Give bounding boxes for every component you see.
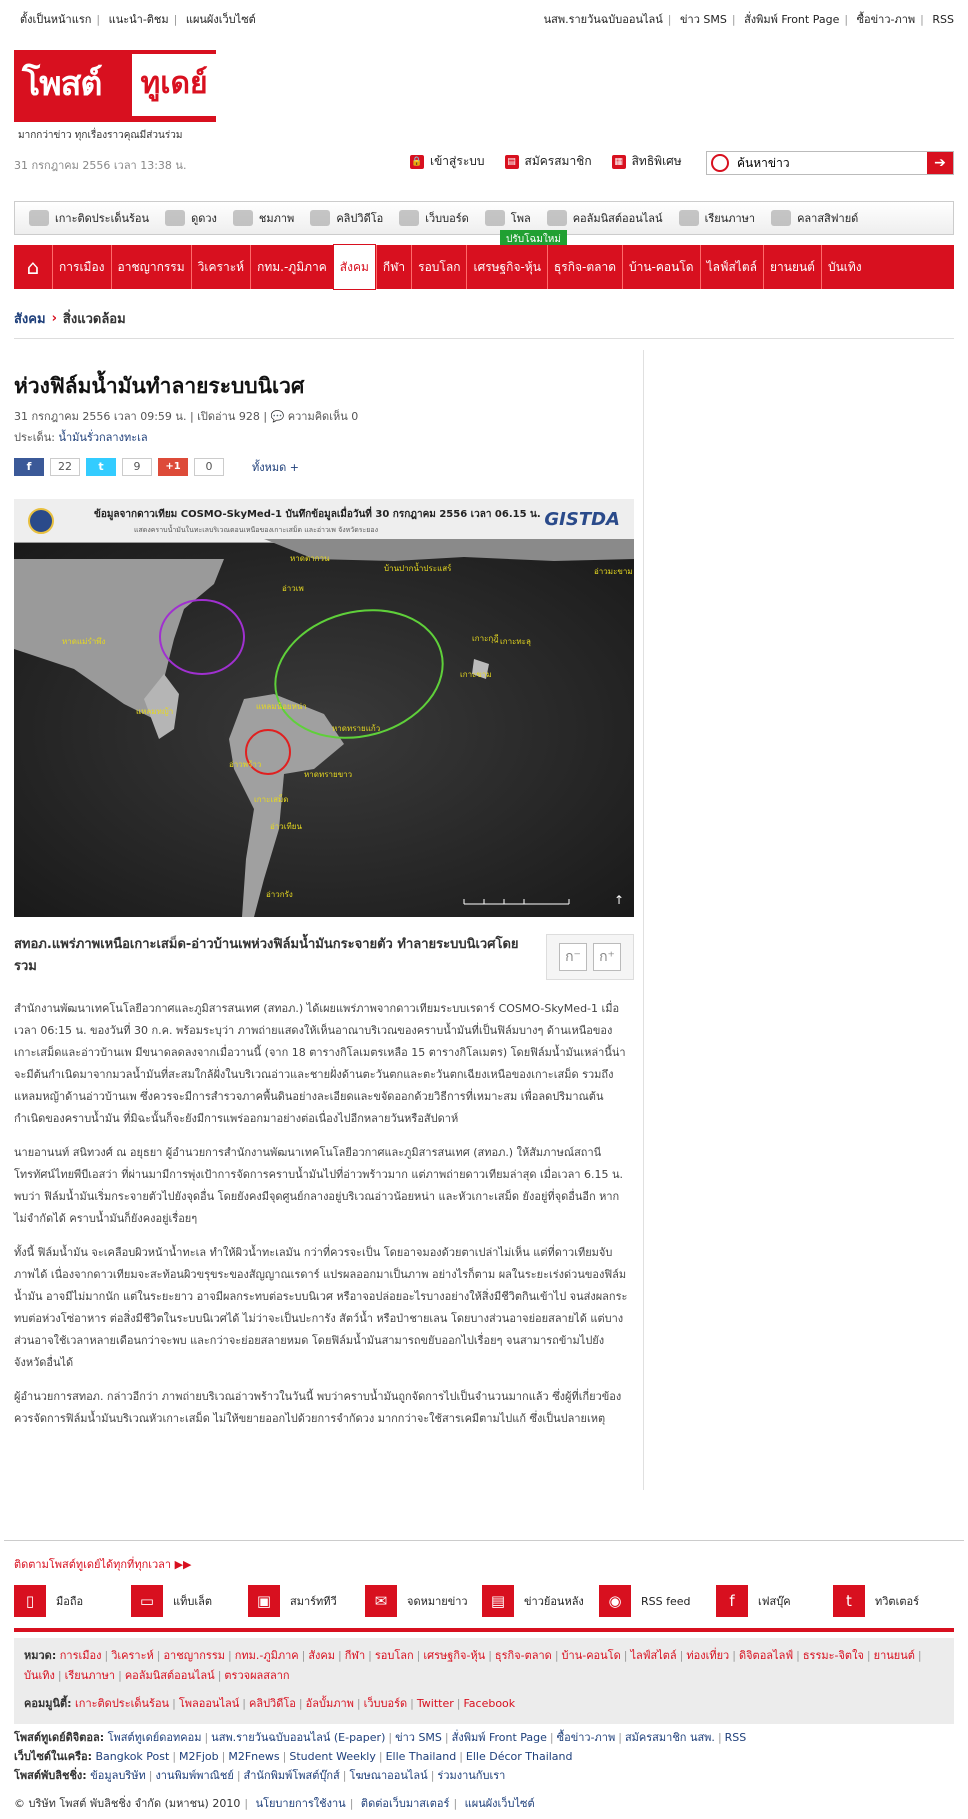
photo-caption: สทอภ.แพร่ภาพเหนือเกาะเสม็ด-อ่าวบ้านเพห่วงฟิล์มน้ำมันกระจายตัว ทำลายระบบนิเวศโดยรวม [14,937,519,974]
privilege-link[interactable] [612,152,682,171]
footer-link[interactable]: โพลออนไลน์ [178,1697,240,1710]
service-label: ดูดวง [191,212,217,225]
footer-link[interactable]: การเมือง [59,1649,102,1662]
photo-header-subtitle: แสดงคราบน้ำมันในทะเลบริเวณตอนเหนือของเกาะเสม็ด และอ่าวเพ จังหวัดระยอง [134,526,378,534]
separator: | [618,1731,622,1744]
category-links [24,1646,944,1686]
footer-link[interactable]: Elle Décor Thailand [465,1750,573,1763]
separator: | [430,1769,435,1782]
footer-link[interactable]: ธรรมะ-จิตใจ [802,1649,864,1662]
service-label: RSS feed [641,1594,691,1608]
epaper-link[interactable]: นสพ.รายวันฉบับออนไลน์ [543,13,663,26]
service-label: คลาสสิฟายด์ [797,212,859,225]
footer-link[interactable]: ดิจิตอลไลฟ์ [738,1649,794,1662]
feedback-link[interactable]: แนะนำ-ติชม [108,13,169,26]
lock-icon: 🔒 [411,156,423,167]
separator: | [623,1649,628,1662]
article-meta [14,407,358,425]
fire-icon [29,210,49,226]
separator: | [717,1731,722,1744]
footer-link[interactable]: RSS [724,1731,747,1744]
nav-auto[interactable]: ยานยนต์ [763,245,821,289]
twitter-icon: t [833,1585,865,1617]
logo-part2: ทูเดย์ [132,54,216,116]
tag-label: ประเด็น: [14,431,55,444]
article-paragraph: ทั้งนี้ ฟิล์มน้ำมัน จะเคลือบผิวหน้าน้ำทะเล ทำให้ผิวน้ำทะเลมัน กว่าที่ควรจะเป็น โดยอาจมองด้วยตาเปล่าไม่เห็น แต่ที่ดาวเทียมจับภาพได้ เนื่องจากดาวเทียมจะสะท้อนผิวขรุขระของสัญญาณเรดาร์ แปรผลออกมาเป็นภาพ อย่างไรก็ตาม ผลในระยะเร่งด่วนของฟิล์มน้ำมัน อาจมีไม่มากนัก แต่ในระยะยาว อาจมีผลกระทบต่อระบบนิเวศ หรือาจอปล่อยอะไรบางอย่างให้สิ่งมีชีวิตกินเข้าไป จนส่งผลกระทบต่อห่วงโซ่อาหาร ต่อสิ่งมีชีวิตในระบบนิเวศได้ ไม่ว่าจะเป็นปะการัง สัตว์น้ำ หรือป่าชายเลน โดยบางส่วนอาจย่อยสลายได้ แต่บางส่วนอาจใช้เวลาหลายเดือนกว่าจะพบ และกว่าจะย่อยสลายหมด โดยฟิล์มน้ำมันสามารถขยับออกไปเรื่อยๆ จนสามารถข้ามไปยังจังหวัดอื่นได้ [14,1246,628,1369]
gift-icon: ▦ [612,155,626,169]
separator: | [410,1697,414,1710]
community-label: คอมมูนิตี้: [24,1697,72,1710]
footer-link[interactable]: ข้อมูลบริษัท [90,1769,146,1782]
separator: | [57,1669,62,1682]
service-label: จดหมายข่าว [407,1595,468,1608]
rss-link[interactable]: RSS [932,13,954,26]
separator: | [227,1649,232,1662]
archive-icon: ▤ [482,1585,514,1617]
service-classified[interactable] [771,209,858,227]
separator: | [732,1649,736,1662]
mobile-service[interactable] [14,1585,124,1617]
separator: | [282,1750,287,1763]
svg-text:อ่าวมะขาม: อ่าวมะขาม [594,567,633,576]
gplus-share[interactable] [158,458,224,476]
svg-text:หาดตากวน: หาดตากวน [290,554,330,563]
separator: | [456,1697,461,1710]
nav-regional[interactable]: กทม.-ภูมิภาค [250,245,333,289]
nav-property[interactable]: บ้าน-คอนโด [622,245,700,289]
divider [4,1540,964,1541]
comments-link[interactable]: ความคิดเห็น 0 [287,410,359,423]
rss-service[interactable] [599,1585,709,1617]
top-links-left: ตั้งเป็นหน้าแรก | แนะนำ-ติชม | แผนผังเว็บไซต์ [20,13,256,26]
category-label: หมวด: [24,1649,57,1662]
service-label: เฟสบุ๊ค [758,1595,791,1608]
footer-link[interactable]: ซื้อข่าว-ภาพ [556,1731,616,1744]
footer-link[interactable]: สำนักพิมพ์โพสต์บุ๊กส์ [243,1769,340,1782]
community-links [24,1694,944,1714]
tv-icon: ▣ [248,1585,280,1617]
eye-icon [165,210,185,226]
footer-link[interactable]: ไลฟ์สไตล์ [630,1649,677,1662]
publishing-label: โพสต์พับลิชชิ่ง: [14,1769,87,1782]
service-video[interactable] [310,209,383,227]
footer-link[interactable]: อาชญากรรม [163,1649,225,1662]
search-box [706,151,954,175]
tag-link[interactable]: น้ำมันรั่วกลางทะเล [58,431,148,444]
digital-label: โพสต์ทูเดย์ดิจิตอล: [14,1731,105,1744]
article-paragraph: ผู้อำนวยการสทอภ. กล่าวอีกว่า ภาพถ่ายบริเวณอ่าวพร้าวในวันนี้ พบว่าคราบน้ำมันถูกจัดการไปเป็นจำนวนมากแล้ว ซึ่งผู้ที่เกี่ยวข้องควรจัดการฟิล์มน้ำมันบริเวณหัวเกาะเสม็ด ไม่ให้ขยายออกไปด้วยการจำกัดวง มากกว่าจะใช้สารเคมีตามไปแก้ ซึ่งเป็นปลายเหตุ [14,1390,622,1425]
font-increase-button[interactable]: ก⁺ [593,943,621,971]
gplus-count: 0 [194,458,224,476]
service-bar [14,201,954,235]
search-go-button[interactable]: ➔ [927,152,953,174]
svg-text:เกาะเสม็ด: เกาะเสม็ด [254,795,289,804]
article-paragraph: นายอานนท์ สนิทวงศ์ ณ อยุธยา ผู้อำนวยการสำนักงานพัฒนาเทคโนโลยีอวกาศและภูมิสารสนเทศ (สทอภ.) ให้สัมภาษณ์สถานีโทรทัศน์ไทยพีบีเอสว่า ที่ผ่านมามีการพุ่งเป้าการจัดการคราบน้ำมันไปที่อ่าวพร้าวมาก แต่ภาพถ่ายดาวเทียมล่าสุด เมื่อเวลา 6.15 น. พบว่า ฟิล์มน้ำมันเริ่มกระจายตัวไปยังจุดอื่น โดยยังคงมีจุดศูนย์กลางอยู่บริเวณอ่าวน้อยหน่า และหัวเกาะเสม็ด ยังอยู่ที่จุดอื่นอีก หากไม่จำกัดได้ คราบน้ำมันก็ยังคงอยู่เรื่อยๆ [14,1146,624,1225]
logo-part1: โพสต์ [22,64,102,104]
svg-text:หาดทรายแก้ว: หาดทรายแก้ว [332,724,381,733]
login-link[interactable] [410,152,485,171]
cart-icon [771,210,791,226]
footer-link[interactable]: M2Fjob [179,1750,219,1763]
sitemap-footer-link[interactable]: แผนผังเว็บไซต์ [464,1797,535,1810]
separator: | [217,1669,222,1682]
nav-world[interactable]: รอบโลก [411,245,466,289]
service-label: แท็บเล็ต [173,1595,212,1608]
svg-text:เกาะทะลุ: เกาะทะลุ [500,637,531,646]
service-webboard[interactable] [399,209,469,227]
service-photos[interactable] [233,209,294,227]
tablet-service[interactable] [131,1585,241,1617]
digital-links [14,1728,954,1747]
mobile-icon: ▯ [14,1585,46,1617]
svg-text:เกาะกุฎี: เกาะกุฎี [472,634,499,643]
webmaster-link[interactable]: ติดต่อเว็บมาสเตอร์ [360,1797,450,1810]
service-label: ทวิตเตอร์ [875,1595,919,1608]
nav-politics[interactable]: การเมือง [52,245,111,289]
facebook-count: 22 [50,458,80,476]
twitter-share[interactable] [86,458,152,476]
article-body [14,998,630,1442]
divider [14,338,954,339]
facebook-service[interactable] [716,1585,826,1617]
service-label: มือถือ [56,1595,84,1608]
twitter-service[interactable] [833,1585,943,1617]
privilege-label: สิทธิพิเศษ [631,154,682,168]
main-nav [14,245,954,289]
separator: | [866,1649,871,1662]
footer-link[interactable]: Student Weekly [289,1750,376,1763]
search-input[interactable]: ค้นหาข่าว [737,155,790,170]
gplus-icon: +1 [158,458,188,476]
separator: | [796,1649,800,1662]
gistda-logo: GISTDA [544,509,620,530]
service-label: เว็บบอร์ด [425,212,469,225]
separator: | [204,1731,209,1744]
register-link[interactable] [505,152,592,171]
breadcrumb-sub[interactable]: สิ่งแวดล้อม [62,312,126,327]
footer-link[interactable]: นสพ.รายวันฉบับออนไลน์ (E-paper) [211,1731,386,1744]
pen-icon [547,210,567,226]
svg-text:แหลมน้อยหน่า: แหลมน้อยหน่า [256,702,307,711]
separator: | [104,1649,109,1662]
account-links [410,152,682,171]
footer-link[interactable]: คอลัมนิสต์ออนไลน์ [124,1669,215,1682]
separator: | [388,1731,393,1744]
buy-news-link[interactable]: ซื้อข่าว-ภาพ [856,13,916,26]
separator: | [488,1649,492,1662]
separator: | [156,1649,161,1662]
service-columnist[interactable] [547,209,663,227]
footer-link[interactable]: สมัครสมาชิก นสพ. [624,1731,715,1744]
separator: | [172,1750,177,1763]
nav-lifestyle[interactable]: ไลฟ์สไตล์ [700,245,763,289]
svg-text:อ่าวเพ: อ่าวเพ [282,584,304,593]
rss-icon: ◉ [599,1585,631,1617]
network-label: เว็บไซต์ในเครือ: [14,1750,92,1763]
frontpage-link[interactable]: สั่งพิมพ์ Front Page [744,13,840,26]
article-tags [14,428,148,446]
facebook-share[interactable] [14,458,80,476]
footer-link[interactable]: สั่งพิมพ์ Front Page [451,1731,547,1744]
svg-text:แหลมหญ้า: แหลมหญ้า [136,707,174,716]
megaphone-icon [399,210,419,226]
separator: | [554,1649,559,1662]
comment-icon: 💬 [270,410,285,423]
separator: | [342,1769,347,1782]
footer-link[interactable]: เกาะติดประเด็นร้อน [75,1697,170,1710]
login-label: เข้าสู่ระบบ [430,154,485,168]
service-label: คอลัมนิสต์ออนไลน์ [572,212,663,225]
service-hot-issue[interactable] [29,209,149,227]
separator: | [298,1697,303,1710]
svg-text:↑: ↑ [614,893,625,907]
footer-link[interactable]: เว็บบอร์ด [363,1697,408,1710]
photo-header-title: ข้อมูลจากดาวเทียม COSMO-SkyMed-1 บันทึกข้อมูลเมื่อวันที่ 30 กรกฎาคม 2556 เวลา 06.15 น. [94,509,541,520]
nav-economy[interactable]: เศรษฐกิจ-หุ้น [466,245,546,289]
separator: | [242,1697,246,1710]
set-homepage-link[interactable]: ตั้งเป็นหน้าแรก [20,13,92,26]
footer-link[interactable]: กีฬา [344,1649,366,1662]
copyright-text: © บริษัท โพสต์ พับลิชชิ่ง จำกัด (มหาชน) 2010 [14,1797,241,1810]
svg-text:หาดทรายขาว: หาดทรายขาว [304,770,353,779]
share-all-link[interactable]: ทั้งหมด + [252,461,299,474]
site-logo[interactable] [14,50,216,122]
footer-link[interactable]: เศรษฐกิจ-หุ้น [423,1649,486,1662]
footer-red-line [14,1628,954,1632]
footer-link[interactable]: Bangkok Post [95,1750,170,1763]
facebook-icon: f [716,1585,748,1617]
footer-link[interactable]: งานพิมพ์พาณิชย์ [155,1769,234,1782]
envelope-icon: ✉ [365,1585,397,1617]
separator: | [679,1649,684,1662]
register-label: สมัครสมาชิก [524,154,592,168]
service-label: ข่าวย้อนหลัง [524,1595,584,1608]
footer-link[interactable]: ท่องเที่ยว [686,1649,730,1662]
sitemap-link[interactable]: แผนผังเว็บไซต์ [185,13,256,26]
separator: | [459,1750,463,1763]
bar-chart-icon [485,210,505,226]
search-icon [711,154,729,172]
svg-text:หาดแม่รำพึง: หาดแม่รำพึง [62,637,106,646]
footer-link[interactable]: ตรวจผลสลาก [224,1669,290,1682]
footer-categories [14,1638,954,1724]
nav-business[interactable]: ธุรกิจ-ตลาด [547,245,622,289]
separator: | [148,1769,153,1782]
copyright-bar: © บริษัท โพสต์ พับลิชชิ่ง จำกัด (มหาชน) 2010 | นโยบายการใช้งาน | ติดต่อเว็บมาสเตอร์ | แผนผังเว็บไซต์ [14,1797,535,1810]
service-language[interactable] [679,209,756,227]
footer-link[interactable]: โพสต์ทูเดย์ดอทคอม [107,1731,202,1744]
separator: | [917,1649,922,1662]
footer-link[interactable]: วิเคราะห์ [111,1649,154,1662]
camera-icon [233,210,253,226]
facebook-icon: f [14,458,44,476]
nav-entertainment[interactable]: บันเทิง [821,245,868,289]
new-look-badge: ปรับโฉมใหม่ [500,230,567,249]
service-label: สมาร์ททีวี [290,1595,337,1608]
current-date: 31 กรกฎาคม 2556 เวลา 13:38 น. [14,159,187,172]
footer-link[interactable]: บันเทิง [24,1669,55,1682]
footer-link[interactable]: เรียนภาษา [64,1669,116,1682]
service-label: โพล [510,212,531,225]
nav-sports[interactable]: กีฬา [376,245,411,289]
nav-social[interactable]: สังคม [333,244,376,290]
separator: | [172,1697,176,1710]
separator: | [549,1731,554,1744]
network-links [14,1747,954,1766]
footer-services [14,1582,954,1620]
footer-link[interactable]: โฆษณาออนไลน์ [349,1769,428,1782]
footer-links [14,1728,954,1785]
policy-link[interactable]: นโยบายการใช้งาน [255,1797,346,1810]
service-label: เกาะติดประเด็นร้อน [55,212,150,225]
svg-text:อ่าวพร้าว: อ่าวพร้าว [229,760,262,769]
svg-text:เกาะขาม: เกาะขาม [460,670,492,679]
svg-text:อ่าวเทียน: อ่าวเทียน [270,822,302,831]
svg-text:อ่าวกรัง: อ่าวกรัง [266,890,293,899]
separator: | [378,1750,383,1763]
share-bar [14,458,299,476]
breadcrumb [14,308,126,329]
footer-link[interactable]: Facebook [463,1697,516,1710]
footer-link[interactable]: สังคม [308,1649,336,1662]
separator: | [338,1649,342,1662]
footer-link[interactable]: M2Fnews [228,1750,280,1763]
service-horoscope[interactable] [165,209,217,227]
footer-link[interactable]: ยานยนต์ [873,1649,915,1662]
service-label: เรียนภาษา [704,212,756,225]
language-icon [679,210,699,226]
font-size-controls [546,934,634,980]
footer-link[interactable]: ร่วมงานกับเรา [437,1769,506,1782]
footer-link[interactable]: Twitter [416,1697,454,1710]
font-decrease-button[interactable]: ก⁻ [559,943,587,971]
footer-link[interactable]: กทม.-ภูมิภาค [234,1649,299,1662]
service-poll[interactable] [485,209,531,227]
separator: | [221,1750,226,1763]
footer-link[interactable]: อัลบั้มภาพ [305,1697,354,1710]
nav-crime[interactable]: อาชญากรรม [111,245,191,289]
video-camera-icon [310,210,330,226]
footer-link[interactable]: รอบโลก [374,1649,414,1662]
footer-link[interactable]: Elle Thailand [385,1750,457,1763]
separator: | [444,1731,449,1744]
article-paragraph: สำนักงานพัฒนาเทคโนโลยีอวกาศและภูมิสารสนเทศ (สทอภ.) ได้เผยแพร่ภาพจากดาวเทียมระบบเรดาร์ COSMO-SkyMed-1 เมื่อเวลา 06:15 น. ของวันที่ 30 ก.ค. พร้อมระบุว่า ภาพถ่ายแสดงให้เห็นอาณาบริเวณของคราบน้ำมันที่เป็นฟิล์มบางๆ ด้านเหนือของเกาะเสม็ดและอ่าวบ้านเพ มีขนาดลดลงจากเมื่อวานนี้ (จาก 18 ตารางกิโลเมตรเหลือ 15 ตารางกิโลเมตร) โดยฟิล์มน้ำมันเหล่านี้น่าจะมีต้นกำเนิดมาจากมวลน้ำมันที่สะสมใกล้ฝั่งในบริเวณอ่าวและชายฝั่งด้านตะวันตกและตะวันตกเฉียงเหนือของเกาะเสม็ด รวมถึงแหลมหญ้าด้านอ่าวบ้านเพ ซึ่งควรจะมีการสำรวจภาคพื้นดินอย่างละเอียดและขจัดออกด้วยวิธีการที่เหมาะสม เพื่อลดปริมาณต้นกำเนิดของคราบน้ำมัน ที่มิฉะนั้นก็จะยังมีการแพร่ออกมาอย่างต่อเนื่องไปอีกหลายวันหรือสัปดาห์ [14,1002,626,1125]
footer-link[interactable]: ข่าว SMS [395,1731,442,1744]
publishing-links [14,1766,954,1785]
twitter-count: 9 [122,458,152,476]
separator: | [416,1649,421,1662]
sms-link[interactable]: ข่าว SMS [680,13,727,26]
footer-link[interactable]: บ้าน-คอนโด [561,1649,621,1662]
form-icon: ▤ [505,155,519,169]
svg-text:บ้านปากน้ำประแสร์: บ้านปากน้ำประแสร์ [384,564,452,573]
service-label: คลิปวิดีโอ [336,212,384,225]
top-links-right: นสพ.รายวันฉบับออนไลน์ | ข่าว SMS | สั่งพิมพ์ Front Page | ซื้อข่าว-ภาพ | RSS [543,13,954,26]
footer-link[interactable]: ธุรกิจ-ตลาด [494,1649,552,1662]
site-slogan: มากกว่าข่าว ทุกเรื่องราวคุณมีส่วนร่วม [18,130,183,141]
separator: | [356,1697,361,1710]
top-utility-bar [20,10,954,30]
satellite-photo [14,499,634,917]
breadcrumb-section[interactable]: สังคม [14,312,46,327]
article-date-views: 31 กรกฎาคม 2556 เวลา 09:59 น. | เปิดอ่าน 928 | [14,410,268,423]
twitter-icon: t [86,458,116,476]
footer-link[interactable]: คลิปวิดีโอ [248,1697,296,1710]
separator: | [118,1669,122,1682]
chevron-right-icon: › [51,311,57,326]
follow-heading: ติดตามโพสต์ทูเดย์ได้ทุกที่ทุกเวลา ▶▶ [14,1558,192,1571]
column-divider [643,350,644,1490]
archive-service[interactable] [482,1585,592,1617]
nav-analysis[interactable]: วิเคราะห์ [191,245,250,289]
home-icon[interactable]: ⌂ [26,255,40,279]
tablet-icon: ▭ [131,1585,163,1617]
satellite-image [14,499,634,917]
newsletter-service[interactable] [365,1585,475,1617]
smarttv-service[interactable] [248,1585,358,1617]
service-label: ชมภาพ [258,212,295,225]
separator: | [236,1769,241,1782]
separator: | [368,1649,372,1662]
article-title: ห่วงฟิล์มน้ำมันทำลายระบบนิเวศ [14,374,305,398]
separator: | [301,1649,306,1662]
